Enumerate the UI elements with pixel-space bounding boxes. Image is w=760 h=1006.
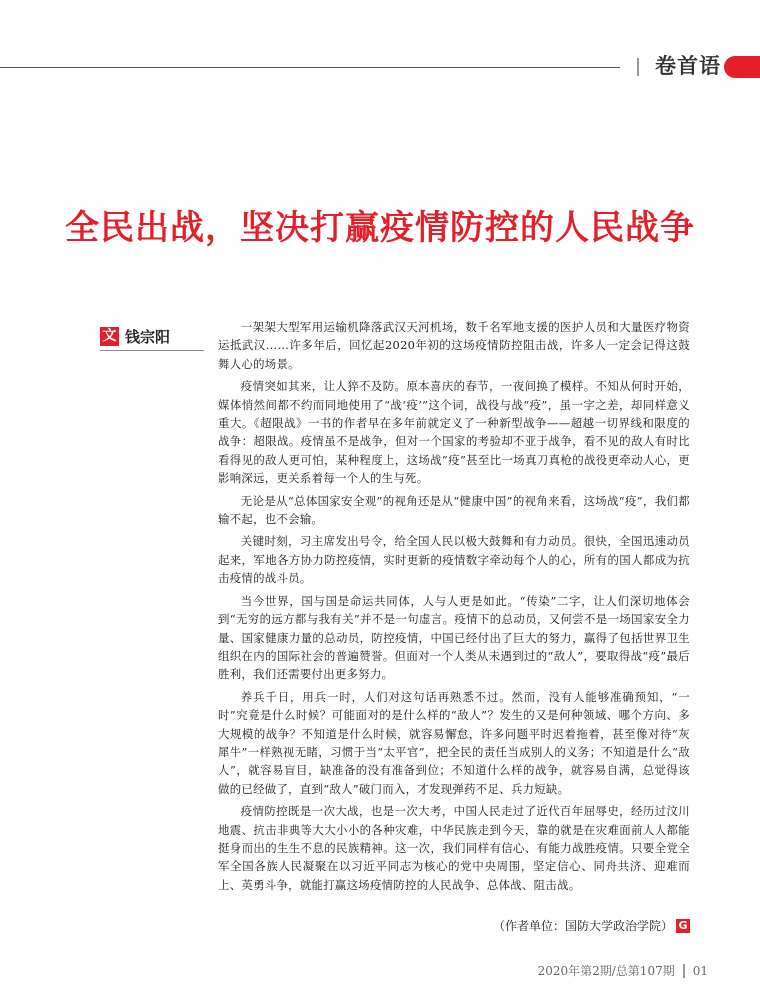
column-name: 卷首语 <box>655 54 721 78</box>
header-separator <box>637 58 639 76</box>
paragraph-7: 疫情防控既是一次大战，也是一次大考，中国人民走过了近代百年屈辱史，经历过汶川地震、抗击非典等大大小小的各种灾难，中华民族走到今天，靠的就是在灾难面前人人都能挺身而出的生生不息的民族精神。这一次，我们同样有信心、有能力战胜疫情。只要全党全军全国各族人民凝聚在以习近平同志为核心的党中央周围，坚定信心、同舟共济、迎难而上、英勇斗争，就能打赢这场疫情防控的人民战争、总体战、阻击战。 <box>218 804 690 892</box>
byline <box>100 326 170 347</box>
byline-rule <box>100 350 204 351</box>
header-rule <box>0 67 620 68</box>
page-number: 01 <box>692 963 708 978</box>
paragraph-6: 养兵千日，用兵一时，人们对这句话再熟悉不过。然而，没有人能够准确预知，“一时”究竟是什么时候？可能面对的是什么样的“敌人”？发生的又是何种领域、哪个方向、多大规模的战争？不知道是什么时候，就容易懈怠，许多问题平时迟着拖着，甚至像对待“灰犀牛”一样熟视无睹，习惯于当“太平官”，把全民的责任当成别人的义务；不知道是什么“敌人”，就容易盲目，缺准备的没有准备到位；不知道什么样的战争，就容易自满，总觉得该做的已经做了，直到“敌人”破门而入，才发现弹药不足、兵力短缺。 <box>218 689 690 796</box>
author-tag: 文 <box>100 327 119 346</box>
paragraph-2: 疫情突如其来，让人猝不及防。原本喜庆的春节，一夜间换了模样。不知从何时开始，媒体悄然间都不约而同地使用了“战‘疫’”这个词，战役与战“疫”，虽一字之差，却同样意义重大。《超限战》一书的作者早在多年前就定义了一种新型战争——超越一切界线和限度的战争：超限战。疫情虽不是战争，但对一个国家的考验却不亚于战争，看不见的敌人有时比看得见的敌人更可怕，某种程度上，这场战“疫”甚至比一场真刀真枪的战役更牵动人心，更影响深远，更关系着每一个人的生与死。 <box>218 379 690 486</box>
header-red-tab <box>724 56 760 78</box>
author-name: 钱宗阳 <box>125 328 171 346</box>
article-body <box>218 318 690 898</box>
affiliation-text: （作者单位：国防大学政治学院） <box>492 919 673 933</box>
page-footer <box>538 962 708 979</box>
paragraph-1: 一架架大型军用运输机降落武汉天河机场，数千名军地支援的医护人员和大量医疗物资运抵武汉……许多年后，回忆起2020年初的这场疫情防控阻击战，许多人一定会记得这鼓舞人心的场景。 <box>218 320 690 371</box>
author-affiliation <box>493 917 690 934</box>
paragraph-4: 关键时刻，习主席发出号令，给全国人民以极大鼓舞和有力动员。很快，全国迅速动员起来，军地各方协力防控疫情，实时更新的疫情数字牵动每个人的心，所有的国人都成为抗击疫情的战斗员。 <box>218 534 690 586</box>
paragraph-5: 当今世界，国与国是命运共同体，人与人更是如此。“传染”二字，让人们深切地体会到“无穷的远方都与我有关”并不是一句虚言。疫情下的总动员，又何尝不是一场国家安全力量、国家健康力量的总动员，防控疫情，中国已经付出了巨大的努力，赢得了包括世界卫生组织在内的国际社会的普遍赞誉。但面对一个人类从未遇到过的“敌人”，要取得战“疫”最后胜利，我们还需要付出更多努力。 <box>218 593 690 682</box>
end-mark-icon: G <box>676 919 690 933</box>
footer-separator <box>683 964 685 978</box>
paragraph-3: 无论是从“总体国家安全观”的视角还是从“健康中国”的视角来看，这场战“疫”，我们都输不起，也不会输。 <box>218 493 690 527</box>
issue-info: 2020年第2期/总第107期 <box>537 964 675 978</box>
article-title: 全民出战，坚决打赢疫情防控的人民战争 <box>65 208 695 248</box>
